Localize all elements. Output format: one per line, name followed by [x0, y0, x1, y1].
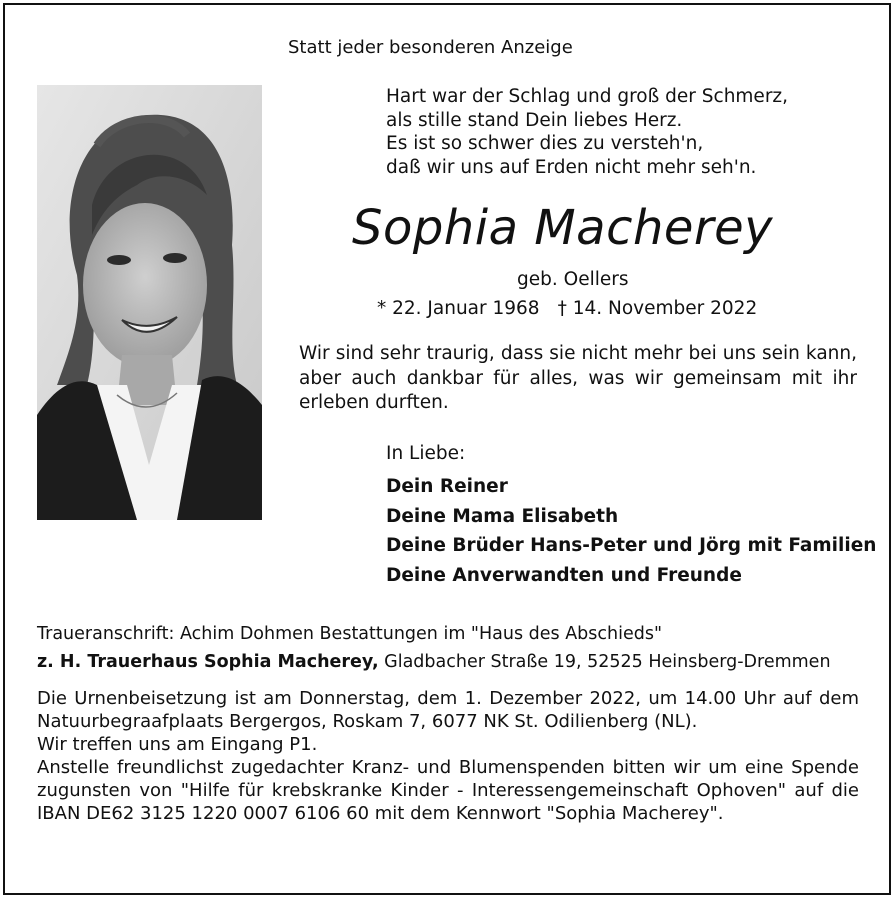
meeting-info: Wir treffen uns am Eingang P1. [37, 734, 318, 755]
portrait-photo [37, 85, 262, 520]
mourning-address-line: Traueranschrift: Achim Dohmen Bestattungen im "Haus des Abschieds" [37, 624, 663, 644]
poem [386, 85, 788, 179]
mourner: Deine Mama Elisabeth [386, 505, 619, 527]
donation-info: Anstelle freundlichst zugedachter Kranz- und Blumenspenden bitten wir um eine Spende zugunsten von "Hilfe für krebskranke Kinder - Interessengemeinschaft Ophoven" auf die IBAN DE62 3125 1220 0007 6106 60 mit dem Kennwort "Sophia Macherey". [37, 757, 859, 824]
mourner: Dein Reiner [386, 476, 508, 497]
mourners-list [386, 472, 876, 590]
funeral-info [37, 687, 859, 825]
address-street: Gladbacher Straße 19, 52525 Heinsberg-Dremmen [378, 652, 831, 672]
deceased-name: Sophia Macherey [352, 200, 774, 256]
burial-info: Die Urnenbeisetzung ist am Donnerstag, dem 1. Dezember 2022, um 14.00 Uhr auf dem Natuurbegraafplaats Bergergos, Roskam 7, 6077 NK St. Odilienberg (NL). [37, 688, 859, 732]
in-love-label: In Liebe: [386, 443, 466, 464]
poem-line: Hart war der Schlag und groß der Schmerz, [386, 86, 789, 107]
notice-header: Statt jeder besonderen Anzeige [288, 37, 573, 58]
life-dates [377, 298, 757, 319]
birth-date: * 22. Januar 1968 [377, 298, 540, 319]
poem-line: als stille stand Dein liebes Herz. [386, 109, 683, 131]
tribute-text: Wir sind sehr traurig, dass sie nicht mehr bei uns sein kann, aber auch dankbar für alles, was wir gemeinsam mit ihr erleben durften. [299, 343, 857, 413]
death-date: † 14. November 2022 [557, 298, 758, 319]
address-recipient: z. H. Trauerhaus Sophia Macherey, [37, 652, 379, 672]
birth-name: geb. Oellers [517, 269, 629, 290]
mourner: Deine Anverwandten und Freunde [386, 564, 742, 586]
mourning-address-detail [37, 652, 831, 672]
poem-line: Es ist so schwer dies zu versteh'n, [386, 133, 704, 154]
poem-line: daß wir uns auf Erden nicht mehr seh'n. [386, 156, 757, 178]
mourner: Deine Brüder Hans-Peter und Jörg mit Familien [386, 535, 877, 556]
